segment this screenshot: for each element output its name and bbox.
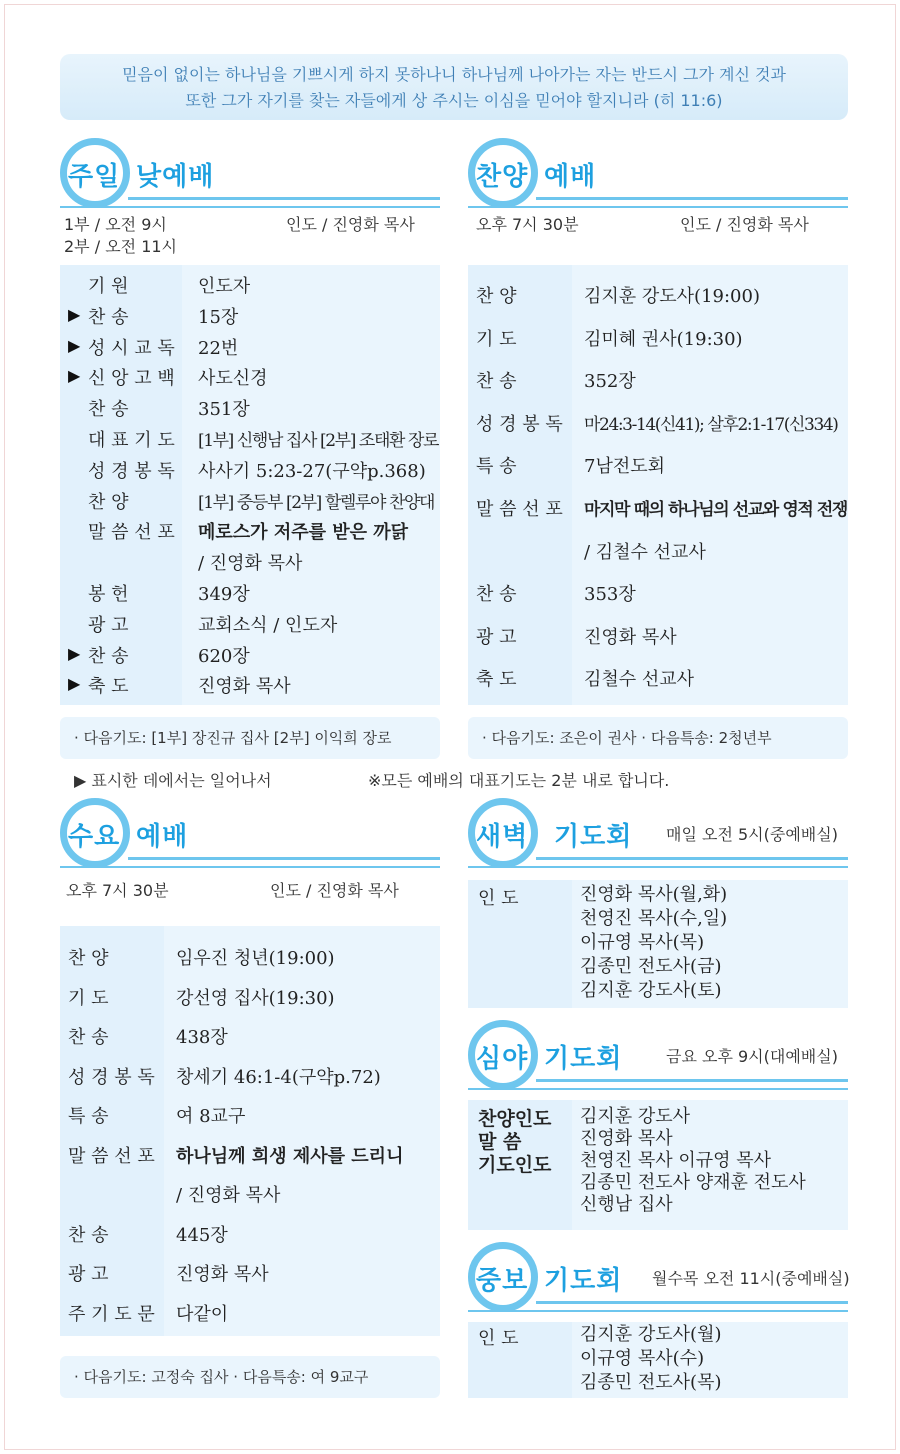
leader-entry: 김종민 전도사(금)	[580, 956, 722, 977]
praise-service-heading	[468, 138, 848, 198]
order-value: / 김철수 선교사	[584, 542, 706, 563]
heading-underline	[536, 197, 848, 200]
order-value: 445장	[176, 1225, 228, 1246]
order-label: 찬 송	[476, 371, 517, 392]
order-value: 메로스가 저주를 받은 까닭	[198, 522, 409, 543]
order-value: 351장	[198, 399, 250, 420]
heading-circle-text: 중보	[476, 1266, 529, 1296]
leader-entry: 진영화 목사(월,화)	[580, 884, 728, 905]
order-value: 진영화 목사	[176, 1264, 269, 1285]
order-value: 7남전도회	[584, 456, 666, 477]
heading-circle-text: 찬양	[476, 162, 529, 192]
dawn-label: 인 도	[478, 888, 519, 909]
sunday-next-prayer: · 다음기도: [1부] 장진규 집사 [2부] 이익희 장로	[60, 717, 440, 759]
order-label: 찬 양	[476, 286, 517, 307]
order-value: 진영화 목사	[584, 627, 677, 648]
order-value: / 진영화 목사	[176, 1185, 281, 1206]
order-label: 특 송	[476, 456, 517, 477]
order-value: 사도신경	[198, 368, 268, 389]
heading-underline	[128, 857, 440, 860]
night-role-label: 찬양인도	[478, 1108, 552, 1130]
dawn-schedule: 매일 오전 5시(중예배실)	[666, 825, 838, 844]
night-role-label: 기도인도	[478, 1154, 552, 1176]
order-value: 하나님께 희생 제사를 드리니	[176, 1146, 404, 1167]
order-value: 김철수 선교사	[584, 669, 695, 690]
order-label: 찬 송	[88, 399, 129, 420]
leader-entry: 김지훈 강도사(월)	[580, 1324, 722, 1345]
order-label: 찬 송	[68, 1225, 109, 1246]
heading-title: 낮예배	[136, 162, 215, 192]
leader-entry: 김지훈 강도사	[580, 1106, 691, 1127]
order-value: 마24:3-14(신41); 살후2:1-17(신334)	[584, 415, 838, 435]
order-value: 사사기 5:23-27(구약p.368)	[198, 461, 426, 482]
sunday-time-2: 2부 / 오전 11시	[64, 237, 178, 256]
order-label: 성 경 봉 독	[476, 414, 563, 435]
scripture-line-2: 또한 그가 자기를 찾는 자들에게 상 주시는 이심을 믿어야 할지니라 (히 11:6)	[185, 91, 723, 110]
leader-entry: 김종민 전도사 양재훈 전도사	[580, 1172, 806, 1193]
prayer-time-notice: ※모든 예배의 대표기도는 2분 내로 합니다.	[368, 771, 670, 790]
order-label: 찬 송	[88, 307, 129, 328]
leader-entry: 김지훈 강도사(토)	[580, 980, 722, 1001]
order-label: 성 경 봉 독	[88, 461, 175, 482]
wednesday-time: 오후 7시 30분	[66, 881, 169, 900]
leader-entry: 이규영 목사(목)	[580, 932, 705, 953]
heading-title: 예배	[544, 162, 597, 192]
standing-marker-icon: ▶	[68, 366, 81, 385]
order-value: 창세기 46:1-4(구약p.72)	[176, 1067, 381, 1088]
sunday-order-panel	[60, 265, 440, 705]
order-value: 임우진 청년(19:00)	[176, 948, 335, 969]
order-value: [1부] 중등부 [2부] 할렐루야 찬양대	[198, 493, 435, 513]
leader-entry: 진영화 목사	[580, 1128, 673, 1149]
order-label: 봉 헌	[88, 584, 129, 605]
scripture-line-1: 믿음이 없이는 하나님을 기쁘시게 하지 못하나니 하나님께 나아가는 자는 반드시 그가 계신 것과	[122, 65, 786, 84]
heading-underline-thin	[60, 866, 440, 868]
intercession-prayer-heading	[468, 1242, 848, 1302]
order-label: 대 표 기 도	[88, 430, 175, 451]
order-label: 찬 양	[68, 948, 109, 969]
order-value: 438장	[176, 1027, 228, 1048]
heading-underline-thin	[468, 866, 848, 868]
order-label: 신 앙 고 백	[88, 368, 175, 389]
heading-underline	[128, 197, 440, 200]
order-value: 22번	[198, 338, 239, 359]
heading-underline-thin	[468, 1088, 848, 1090]
order-value: 교회소식 / 인도자	[198, 615, 338, 636]
order-value: 352장	[584, 371, 636, 392]
sunday-leader: 인도 / 진영화 목사	[286, 215, 415, 234]
standing-marker-icon: ▶	[68, 674, 81, 693]
night-schedule: 금요 오후 9시(대예배실)	[666, 1047, 838, 1066]
order-label: 주 기 도 문	[68, 1304, 155, 1325]
heading-underline	[536, 857, 848, 860]
heading-circle-text: 주일	[68, 162, 121, 192]
heading-circle-text: 수요	[68, 822, 121, 852]
order-label: 기 도	[68, 988, 109, 1009]
order-value: 여 8교구	[176, 1106, 246, 1127]
order-label: 찬 송	[476, 584, 517, 605]
order-label: 광 고	[68, 1264, 109, 1285]
heading-underline	[536, 1079, 848, 1082]
order-value: [1부] 신행남 집사 [2부] 조태환 장로	[198, 431, 439, 451]
leader-entry: 김종민 전도사(목)	[580, 1372, 722, 1393]
order-label: 찬 송	[68, 1027, 109, 1048]
order-value: 다같이	[176, 1304, 229, 1325]
order-value: 620장	[198, 646, 250, 667]
dawn-prayer-heading	[468, 798, 848, 858]
order-value: 15장	[198, 307, 239, 328]
leader-entry: 천영진 목사(수,일)	[580, 908, 728, 929]
order-value: 인도자	[198, 276, 251, 297]
heading-circle-text: 심야	[476, 1044, 529, 1074]
heading-title: 기도회	[544, 1044, 623, 1074]
praise-next-prayer: · 다음기도: 조은이 권사 · 다음특송: 2청년부	[468, 717, 848, 759]
order-label: 찬 양	[88, 492, 129, 513]
scripture-banner	[60, 54, 848, 120]
order-label: 광 고	[476, 627, 517, 648]
order-value: 349장	[198, 584, 250, 605]
leader-entry: 천영진 목사 이규영 목사	[580, 1150, 772, 1171]
order-label: 축 도	[88, 676, 129, 697]
heading-circle-text: 새벽	[476, 822, 529, 852]
order-label: 기 원	[88, 276, 129, 297]
praise-leader: 인도 / 진영화 목사	[680, 215, 809, 234]
order-label: 말 씀 선 포	[68, 1146, 155, 1167]
order-label: 특 송	[68, 1106, 109, 1127]
order-value: 김지훈 강도사(19:00)	[584, 286, 760, 307]
order-value: 마지막 때의 하나님의 선교와 영적 전쟁	[584, 500, 847, 520]
heading-title: 기도회	[554, 822, 633, 852]
wednesday-next-prayer: · 다음기도: 고정숙 집사 · 다음특송: 여 9교구	[60, 1356, 440, 1398]
sunday-time-1: 1부 / 오전 9시	[64, 215, 167, 234]
order-value: 진영화 목사	[198, 676, 291, 697]
night-prayer-heading	[468, 1020, 848, 1080]
heading-title: 기도회	[544, 1266, 623, 1296]
order-value: 김미혜 권사(19:30)	[584, 329, 743, 350]
order-label: 성 경 봉 독	[68, 1067, 155, 1088]
order-value: 강선영 집사(19:30)	[176, 988, 335, 1009]
leader-entry: 신행남 집사	[580, 1194, 673, 1215]
order-label: 말 씀 선 포	[476, 499, 563, 520]
standing-notice: ▶ 표시한 데에서는 일어나서	[74, 771, 272, 790]
leader-entry: 이규영 목사(수)	[580, 1348, 705, 1369]
wednesday-service-heading	[60, 798, 440, 858]
sunday-service-heading	[60, 138, 440, 198]
intercession-label: 인 도	[478, 1328, 519, 1349]
heading-underline-thin	[468, 206, 848, 208]
standing-marker-icon: ▶	[68, 644, 81, 663]
order-label: 말 씀 선 포	[88, 522, 175, 543]
heading-underline-thin	[468, 1310, 848, 1312]
heading-title: 예배	[136, 822, 189, 852]
standing-marker-icon: ▶	[68, 305, 81, 324]
order-label: 광 고	[88, 615, 129, 636]
heading-underline-thin	[60, 206, 440, 208]
heading-underline	[536, 1301, 848, 1304]
order-label: 기 도	[476, 329, 517, 350]
praise-time: 오후 7시 30분	[476, 215, 579, 234]
order-value: / 진영화 목사	[198, 553, 303, 574]
night-role-label: 말 씀	[478, 1131, 522, 1153]
order-label: 축 도	[476, 669, 517, 690]
standing-marker-icon: ▶	[68, 336, 81, 355]
order-label: 찬 송	[88, 646, 129, 667]
order-value: 353장	[584, 584, 636, 605]
order-label: 성 시 교 독	[88, 338, 175, 359]
intercession-schedule: 월수목 오전 11시(중예배실)	[652, 1269, 850, 1288]
wednesday-leader: 인도 / 진영화 목사	[270, 881, 399, 900]
